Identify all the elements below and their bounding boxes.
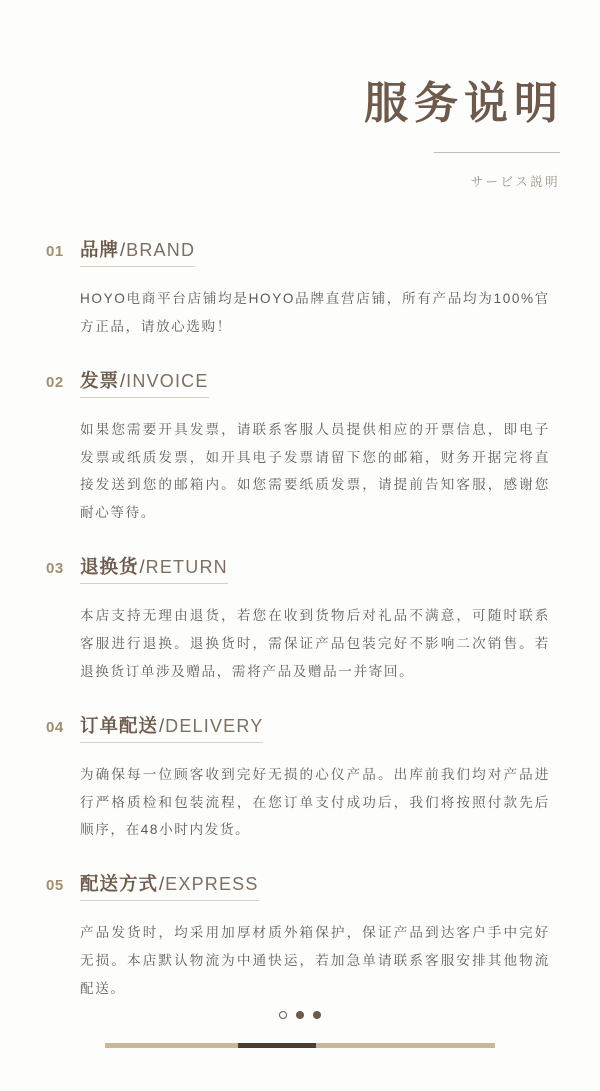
- section-title-en: INVOICE: [126, 370, 209, 391]
- footer-bar: [105, 1043, 495, 1048]
- header-divider: [434, 152, 560, 153]
- footer-bar-segment-light-left: [105, 1043, 238, 1048]
- section-body: 本店支持无理由退货，若您在收到货物后对礼品不满意，可随时联系客服进行退换。退换货时，需保证产品包装完好不影响二次销售。若退换货订单涉及赠品，需将产品及赠品一并寄回。: [80, 608, 550, 679]
- section-title-cn: 退换货: [80, 556, 139, 578]
- page-footer: [0, 991, 600, 1091]
- section-title-underline: [80, 742, 263, 743]
- section-title-en: RETURN: [145, 557, 228, 578]
- section-title-en: DELIVERY: [165, 715, 264, 736]
- section-invoice: [46, 367, 554, 527]
- section-number: 03: [46, 560, 64, 578]
- section-title-cn: 订单配送: [80, 714, 159, 736]
- section-title-separator: /: [120, 239, 126, 260]
- section-header: [46, 712, 554, 747]
- section-header: [46, 553, 554, 588]
- section-body: HOYO电商平台店铺均是HOYO品牌直营店铺，所有产品均为100%官方正品，请放心选购！: [80, 291, 550, 334]
- dot-indicator-3: [313, 1011, 321, 1019]
- section-header: [46, 870, 554, 905]
- footer-bar-segment-light-right: [316, 1043, 495, 1048]
- section-number: 04: [46, 718, 64, 736]
- section-title-wrap: [80, 712, 263, 747]
- dot-indicator-2: [296, 1011, 304, 1019]
- page-header: [0, 0, 600, 190]
- section-return: [46, 553, 554, 686]
- section-title-cn: 发票: [80, 369, 120, 391]
- section-title-separator: /: [139, 556, 145, 578]
- page-title: 服务说明: [364, 79, 564, 128]
- section-brand: [46, 236, 554, 341]
- section-title-wrap: [80, 236, 195, 271]
- section-title-separator: /: [120, 369, 126, 391]
- section-body: 如果您需要开具发票，请联系客服人员提供相应的开票信息，即电子发票或纸质发票，如开具电子发票请留下您的邮箱，财务开据完将直接发送到您的邮箱内。如您需要纸质发票，请提前告知客服，感谢您耐心等待。: [80, 421, 550, 521]
- section-title-wrap: [80, 870, 259, 905]
- section-title-underline: [80, 900, 259, 901]
- section-title-cn: 品牌: [80, 239, 120, 260]
- section-number: 05: [46, 877, 64, 895]
- section-body: 产品发货时，均采用加厚材质外箱保护，保证产品到达客户手中完好无损。本店默认物流为中通快运，若加急单请联系客服安排其他物流配送。: [80, 925, 550, 997]
- page-subtitle: サービス説明: [470, 175, 560, 189]
- section-number: 02: [46, 373, 64, 391]
- section-title-cn: 配送方式: [80, 873, 159, 895]
- section-title-separator: /: [159, 714, 165, 736]
- section-delivery: [46, 712, 554, 845]
- footer-bar-segment-dark: [238, 1043, 316, 1048]
- dot-indicator-1: [279, 1011, 287, 1019]
- section-title-underline: [80, 397, 209, 398]
- section-title-wrap: [80, 367, 209, 402]
- section-body: 为确保每一位顾客收到完好无损的心仪产品。出库前我们均对产品进行严格质检和包装流程，在您订单支付成功后，我们将按照付款先后顺序，在48小时内发货。: [80, 766, 550, 838]
- section-title-en: BRAND: [126, 240, 196, 260]
- section-express: [46, 870, 554, 1003]
- section-number: 01: [46, 243, 64, 260]
- section-title-underline: [80, 583, 228, 584]
- section-header: [46, 367, 554, 402]
- section-title-separator: /: [159, 873, 165, 895]
- section-title-wrap: [80, 553, 228, 588]
- section-title-en: EXPRESS: [165, 874, 259, 895]
- sections-container: [0, 236, 600, 1003]
- section-header: [46, 236, 554, 271]
- dot-indicator: [0, 1011, 600, 1019]
- section-title-underline: [80, 266, 195, 267]
